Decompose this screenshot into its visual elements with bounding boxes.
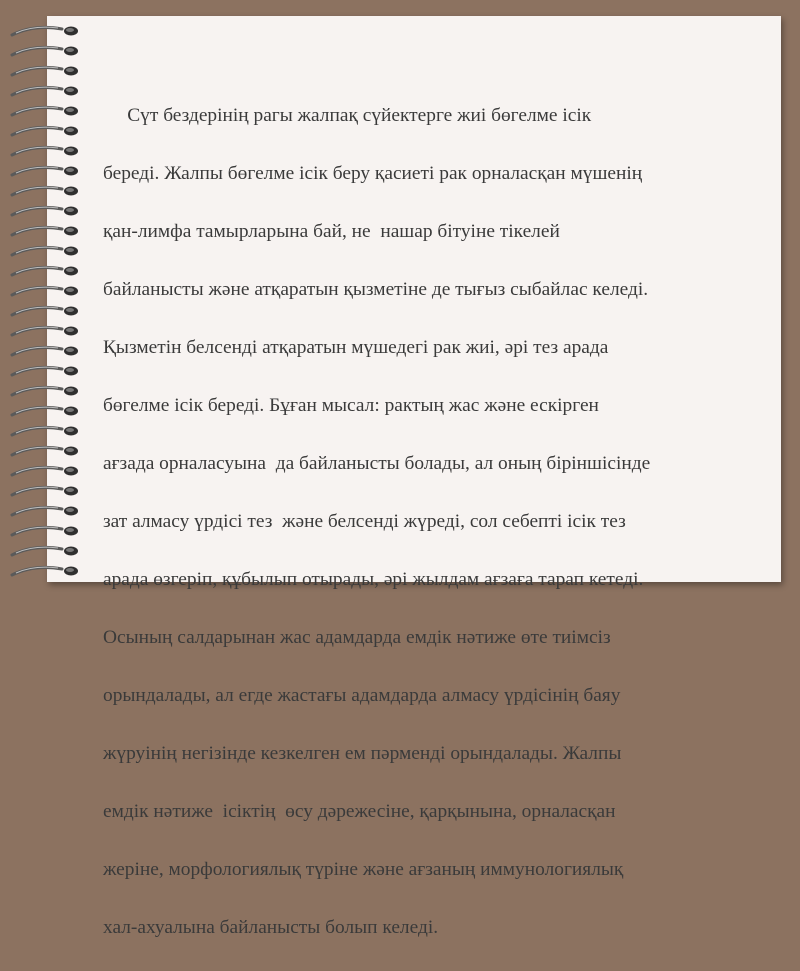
spiral-ring-icon	[12, 567, 78, 576]
spiral-ring-icon	[12, 307, 78, 316]
text-line: бөгелме ісік береді. Бұған мысал: рактың жас және ескірген	[103, 395, 599, 416]
spiral-ring-icon	[12, 547, 78, 556]
spiral-ring-icon	[12, 407, 78, 416]
text-line: байланысты және атқаратын қызметіне де тығыз сыбайлас келеді.	[103, 279, 649, 300]
spiral-ring-icon	[12, 47, 78, 56]
text-line: жүруінің негізінде кезкелген ем пәрменді орындалады. Жалпы	[103, 743, 622, 764]
text-line: Осының салдарынан жас адамдарда емдік нәтиже өте тиімсіз	[103, 627, 611, 648]
spiral-ring-icon	[12, 427, 78, 436]
spiral-ring-icon	[12, 387, 78, 396]
body-text	[103, 72, 783, 938]
spiral-ring-icon	[12, 447, 78, 456]
text-line: зат алмасу үрдісі тез және белсенді жүреді, сол себепті ісік тез	[103, 511, 626, 532]
text-line: арада өзгеріп, құбылып отырады, әрі жылдам ағзаға тарап кетеді.	[103, 569, 644, 590]
spiral-ring-icon	[12, 207, 78, 216]
spiral-ring-icon	[12, 267, 78, 276]
text-line: орындалады, ал егде жастағы адамдарда алмасу үрдісінің баяу	[103, 685, 621, 706]
text-line: емдік нәтиже ісіктің өсу дәрежесіне, қарқынына, орналасқан	[103, 801, 616, 822]
spiral-ring-icon	[12, 327, 78, 336]
spiral-ring-icon	[12, 367, 78, 376]
spiral-ring-icon	[12, 527, 78, 536]
spiral-ring-icon	[12, 227, 78, 236]
text-line: береді. Жалпы бөгелме ісік беру қасиеті рак орналасқан мүшенің	[103, 163, 643, 184]
spiral-binding	[0, 0, 90, 600]
spiral-ring-icon	[12, 187, 78, 196]
text-line: Қызметін белсенді атқаратын мүшедегі рак жиі, әрі тез арада	[103, 337, 609, 358]
spiral-ring-icon	[12, 127, 78, 136]
spiral-ring-icon	[12, 107, 78, 116]
spiral-ring-icon	[12, 27, 78, 36]
text-line: Сүт бездерінің рагы жалпақ сүйектерге жиі бөгелме ісік	[103, 105, 592, 126]
spiral-ring-icon	[12, 67, 78, 76]
spiral-ring-icon	[12, 167, 78, 176]
spiral-ring-icon	[12, 347, 78, 356]
spiral-ring-icon	[12, 287, 78, 296]
spiral-ring-icon	[12, 247, 78, 256]
spiral-ring-icon	[12, 467, 78, 476]
spiral-ring-icon	[12, 87, 78, 96]
spiral-ring-icon	[12, 507, 78, 516]
text-line: ағзада орналасуына да байланысты болады, ал оның біріншісінде	[103, 453, 651, 474]
text-line: жеріне, морфологиялық түріне және ағзаның иммунологиялық	[103, 859, 624, 880]
text-line: хал-ахуалына байланысты болып келеді.	[103, 917, 439, 938]
spiral-ring-icon	[12, 487, 78, 496]
spiral-ring-icon	[12, 147, 78, 156]
text-line: қан-лимфа тамырларына бай, не нашар бітуіне тікелей	[103, 221, 560, 242]
